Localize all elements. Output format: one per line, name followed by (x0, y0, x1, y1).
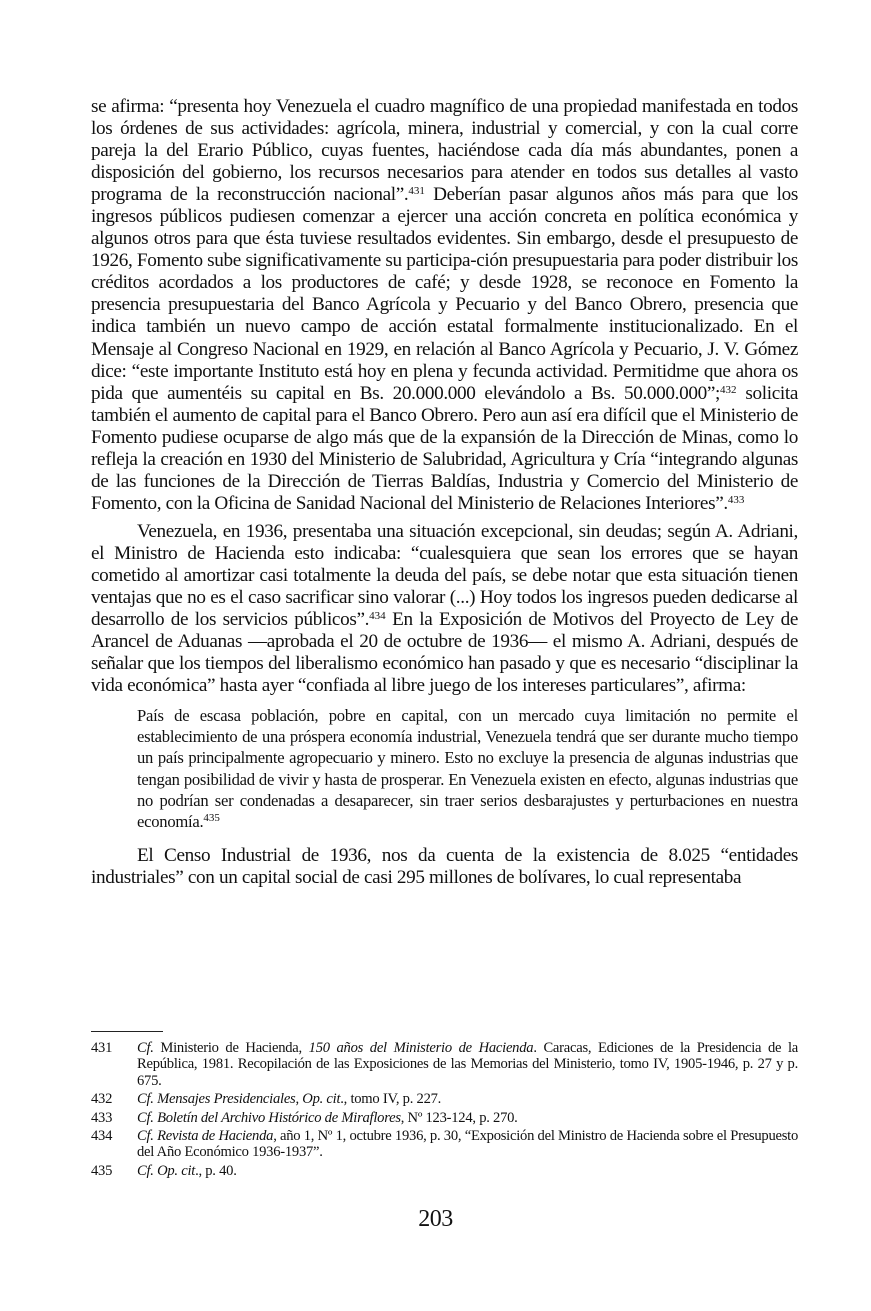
footnote-plain-text: , año 1, Nº 1, octubre 1936, p. 30, “Exposición del Ministro de Hacienda sobre el Presupuesto del Año Económico 1936-1937”. (137, 1128, 798, 1161)
page-body (91, 96, 798, 889)
paragraph-text: Deberían pasar algunos años más para que los ingresos públicos pudiesen comenzar a ejercer una acción concreta en política económica y algunos otros para que ésta tuviese resultados evidentes. Sin embargo, desde el presupuesto de 1926, Fomento sube significativamente su participa-ción presupuestaria para poder distribuir los créditos acordados a los productores de café; y desde 1928, se reconoce en Fomento la presencia presupuestaria del Banco Agrícola y Pecuario y del Banco Obrero, presencia que indica también un nuevo campo de acción estatal formalmente institucionalizado. En el Mensaje al Congreso Nacional en 1929, en relación al Banco Agrícola y Pecuario, J. V. Gómez dice: “este importante Instituto está hoy en plena y fecunda actividad. Permitidme que ahora os pida que aumentéis su capital en Bs. 20.000.000 elevándolo a Bs. 50.000.000”; (91, 184, 798, 404)
footnote-italic-text: Cf. Op. cit (137, 1162, 196, 1179)
footnote-italic-text: Cf. (137, 1040, 154, 1056)
blockquote-text: País de escasa población, pobre en capital, con un mercado cuya limitación no permite el establecimiento de una próspera economía industrial, Venezuela tendrá que ser durante mucho tiempo un país principalmente agropecuario y minero. Esto no excluye la presencia de algunas industrias que tengan posibilidad de vivir y hasta de prosperar. En Venezuela existen en efecto, algunas industrias que no podrían ser condenadas a desaparecer, sin traer serios desbarajustes y perturbaciones en nuestra economía. (137, 706, 798, 831)
footnote-plain-text: ., p. 40. (195, 1162, 237, 1179)
footnote-433 (91, 1110, 798, 1126)
footnote-italic-text: Cf. Mensajes Presidenciales (137, 1091, 296, 1108)
footnote-ref-434[interactable]: 434 (369, 610, 386, 623)
footnote-ref-431[interactable]: 431 (408, 185, 425, 198)
footnote-italic-text: 150 años del Ministerio de Hacienda (308, 1040, 534, 1056)
paragraph-text: solicita también el aumento de capital para el Banco Obrero. Pero aun así era difícil que el Ministerio de Fomento pudiese ocuparse de algo más que de la expansión de la Dirección de Minas, como lo refleja la creación en 1930 del Ministerio de Salubridad, Agricultura y Cría “integrando algunas de las funciones de la Dirección de Tierras Baldías, Industria y Comercio del Ministerio de Fomento, con la Oficina de Sanidad Nacional del Ministerio de Relaciones Interiores”. (91, 382, 798, 514)
footnote-435 (91, 1163, 798, 1179)
footnote-text (137, 1163, 798, 1179)
footnote-432 (91, 1091, 798, 1107)
page-number: 203 (418, 1206, 453, 1232)
footnote-plain-text: , Nº 123-124, p. 270. (400, 1109, 518, 1126)
paragraph-text: se afirma: “presenta hoy Venezuela el cuadro magnífico de una propiedad manifestada en todos los órdenes de sus actividades: agrícola, minera, industrial y comercial, y con la cual corre pareja la del Erario Público, cuyas fuentes, haciéndose cada día más abundantes, ponen a disposición del gobierno, los recursos necesarios para atender en todos sus detalles al vasto programa de la reconstrucción nacional”. (91, 96, 798, 206)
paragraph-text: Venezuela, en 1936, presentaba una situación excepcional, sin deudas; según A. Adriani, el Ministro de Hacienda esto indicaba: “cualesquiera que sean los errores que se hayan cometido al amortizar casi totalmente la deuda del país, se debe notar que esta situación tienen ventajas que no es el caso sacrificar sino valorar (...) Hoy todos los ingresos pueden dedicarse al desarrollo de los servicios públicos”. (91, 520, 798, 631)
paragraph-1 (91, 96, 798, 515)
footnote-434 (91, 1128, 798, 1161)
footnote-ref-433[interactable]: 433 (727, 493, 745, 506)
footnote-italic-text: Cf. Boletín del Archivo Histórico de Miraflores (137, 1109, 401, 1126)
footnote-number: 434 (91, 1128, 113, 1145)
footnote-plain-text: Ministerio de Hacienda, (153, 1040, 309, 1056)
footnote-rule (91, 1031, 163, 1032)
footnote-ref-432[interactable]: 432 (719, 383, 737, 396)
footnote-431 (91, 1040, 798, 1089)
footnote-ref-435[interactable]: 435 (203, 811, 220, 824)
footnote-text (137, 1040, 798, 1089)
footnote-number: 432 (91, 1091, 113, 1108)
paragraph-2 (91, 521, 798, 697)
footnote-plain-text: . Caracas, Ediciones de la Presidencia de la República, 1981. Recopilación de las Exposiciones de las Memorias del Ministerio, tomo IV, 1905-1946, p. 27 y p. 675. (137, 1040, 798, 1089)
blockquote-wrap (91, 705, 798, 832)
blockquote (137, 705, 798, 832)
paragraph-text: En la Exposición de Motivos del Proyecto de Ley de Arancel de Aduanas —aprobada el 20 de octubre de 1936— el mismo A. Adriani, después de señalar que los tiempos del liberalismo económico han pasado y que es necesario “disciplinar la vida económica” hasta ayer “confiada al libre juego de los intereses particulares”, afirma: (91, 609, 798, 697)
footnote-text (137, 1110, 798, 1126)
footnote-number: 431 (91, 1040, 113, 1056)
footnote-plain-text: ., tomo IV, p. 227. (340, 1091, 442, 1108)
footnote-italic-text: Cf. Revista de Hacienda (137, 1128, 274, 1145)
footnote-number: 433 (91, 1109, 113, 1126)
footnote-list (91, 1040, 798, 1179)
footnote-text (137, 1091, 798, 1107)
footnote-number: 435 (91, 1162, 113, 1179)
paragraph-3: El Censo Industrial de 1936, nos da cuenta de la existencia de 8.025 “entidades industriales” con un capital social de casi 295 millones de bolívares, lo cual representaba (91, 844, 798, 888)
footnote-plain-text: , (295, 1091, 303, 1108)
footnotes (91, 1031, 798, 1181)
footnote-italic-text: Op. cit (302, 1091, 341, 1108)
footnote-text (137, 1128, 798, 1161)
